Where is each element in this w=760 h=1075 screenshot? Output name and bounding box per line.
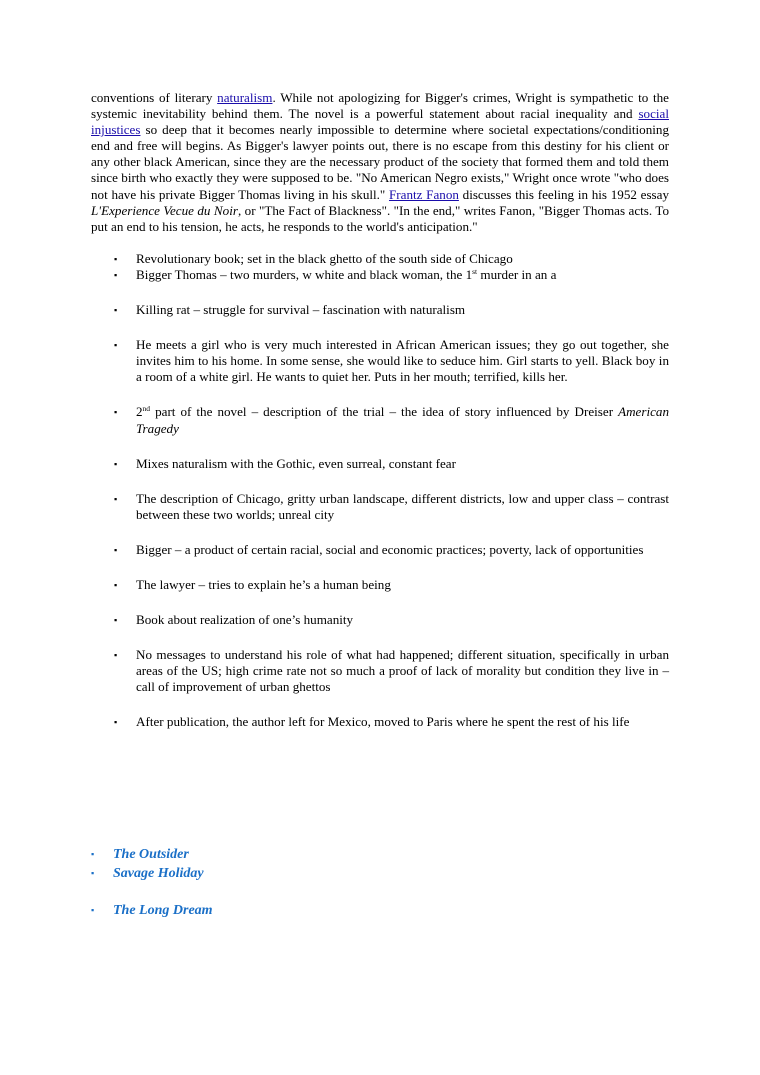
book-title: American Tragedy <box>136 404 669 436</box>
text-run: discusses this feeling in his 1952 essay <box>458 186 669 202</box>
square-bullet-icon: ▪ <box>114 253 118 264</box>
square-bullet-icon: ▪ <box>114 717 118 728</box>
essay-title: L'Experience Vecue du Noir <box>91 202 238 218</box>
frantz-fanon-link[interactable]: Frantz Fanon <box>389 186 459 202</box>
document-page <box>91 90 669 731</box>
intro-paragraph <box>91 90 669 235</box>
list-item: ▪ Book about realization of one’s humanity <box>114 612 354 628</box>
square-bullet-icon: ▪ <box>91 905 95 915</box>
list-item: ▪ The lawyer – tries to explain he’s a human being <box>114 576 391 592</box>
list-item: ▪ Bigger – a product of certain racial, social and economic practices; poverty, lack of opportunities <box>114 541 644 557</box>
text-run: . While not apologizing for Bigger's crimes, Wright is sympathetic to the systemic inevitability behind them. The novel is a powerful statement about racial inequality and <box>91 90 669 122</box>
text-run: , or "The Fact of Blackness". "In the end," writes Fanon, "Bigger Thomas acts. To put an end to his tension, he acts, he responds to the world's anticipation." <box>91 202 670 234</box>
list-item: ▪ The description of Chicago, gritty urban landscape, different districts, low and upper class – contrast between these two worlds; unreal city <box>114 490 669 522</box>
square-bullet-icon: ▪ <box>114 544 118 555</box>
square-bullet-icon: ▪ <box>114 493 118 504</box>
social-injustices-link[interactable]: social injustices <box>91 106 669 138</box>
square-bullet-icon: ▪ <box>114 340 118 351</box>
square-bullet-icon: ▪ <box>114 650 118 661</box>
text-run: so deep that it becomes nearly impossible to determine where societal expectations/conditioning end and free will begins. As Bigger's lawyer points out, there is no escape from this destiny for his client or any other black American, since they are the necessary product of the society that formed them and told them since birth who exactly they were supposed to be. "No American Negro exists," Wright once wrote "who does not have his private Bigger Thomas living in his skull." <box>91 122 669 202</box>
notes-list <box>91 251 669 731</box>
square-bullet-icon: ▪ <box>91 868 95 878</box>
work-title: ▪ Savage Holiday <box>91 866 204 881</box>
list-item: ▪ Mixes naturalism with the Gothic, even surreal, constant fear <box>114 455 456 471</box>
list-item: ▪ Killing rat – struggle for survival – fascination with naturalism <box>114 302 466 318</box>
list-item: ▪ Revolutionary book; set in the black ghetto of the south side of Chicago <box>114 250 513 266</box>
square-bullet-icon: ▪ <box>114 458 118 469</box>
text-run: conventions of literary <box>91 90 218 105</box>
square-bullet-icon: ▪ <box>114 269 118 280</box>
square-bullet-icon: ▪ <box>114 407 118 418</box>
naturalism-link[interactable]: naturalism <box>217 90 273 105</box>
works-list <box>91 845 213 920</box>
square-bullet-icon: ▪ <box>91 849 95 859</box>
work-title: ▪ The Long Dream <box>91 903 213 918</box>
list-item: ▪ After publication, the author left for Mexico, moved to Paris where he spent the rest of his life <box>114 714 630 730</box>
work-title: ▪ The Outsider <box>91 847 189 862</box>
list-item: ▪ No messages to understand his role of what had happened; different situation, specifically in urban areas of the US; high crime rate not so much a proof of lack of morality but condition they live in – call of improvement of urban ghettos <box>114 647 669 695</box>
list-item: ▪ Bigger Thomas – two murders, w white and black woman, the 1st murder in an a <box>114 266 557 282</box>
list-item: ▪ He meets a girl who is very much interested in African American issues; they go out together, she invites him to his home. In some sense, she would like to seduce him. Girl starts to yell. Black boy in a room of a white girl. He wants to quiet her. Puts in her mouth; terrified, kills her. <box>114 337 669 385</box>
square-bullet-icon: ▪ <box>114 615 118 626</box>
square-bullet-icon: ▪ <box>114 579 118 590</box>
square-bullet-icon: ▪ <box>114 305 118 316</box>
list-item: ▪ 2nd part of the novel – description of the trial – the idea of story influenced by Dreiser American Tragedy <box>114 404 669 436</box>
